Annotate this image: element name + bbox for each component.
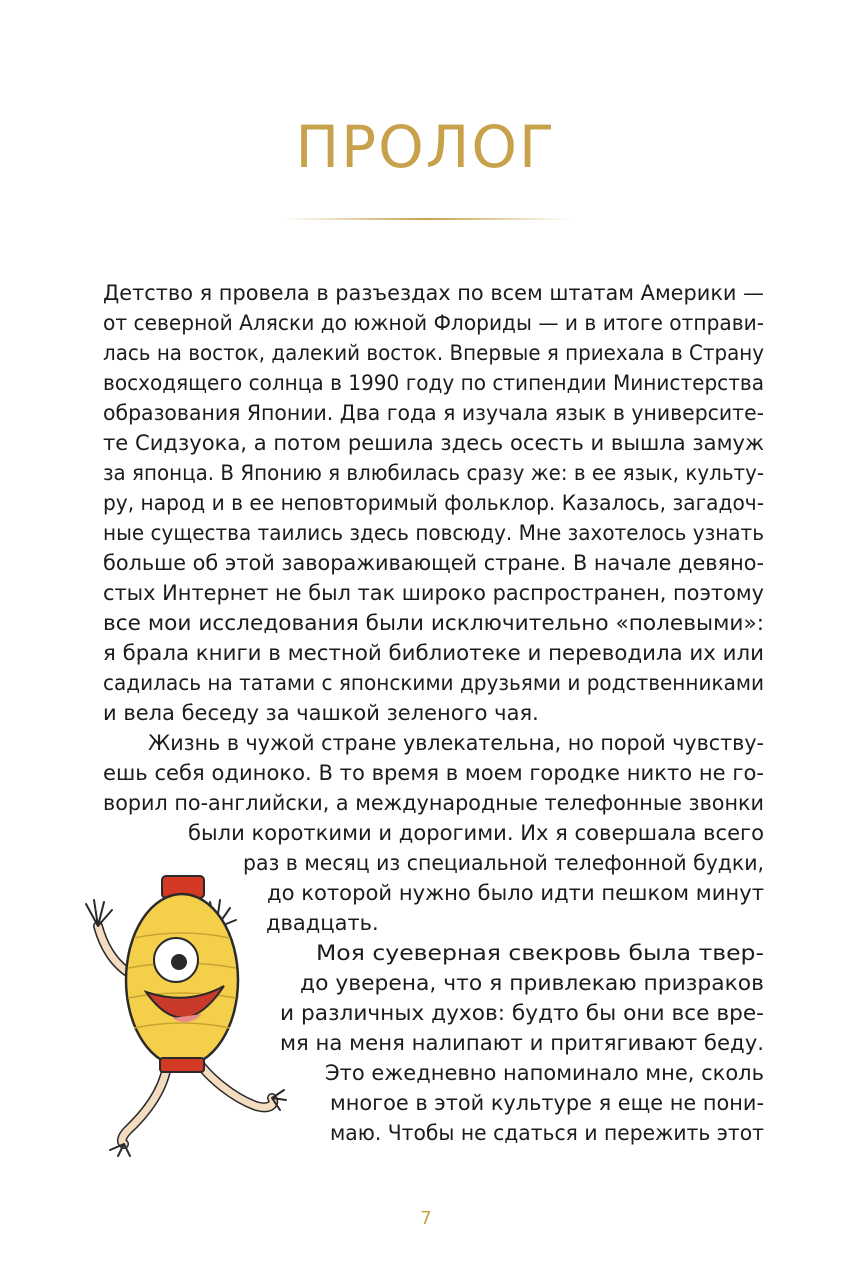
text-line: ные существа таились здесь повсюду. Мне захотелось узнать — [103, 521, 764, 545]
text-line: до уверена, что я привлекаю призраков — [300, 971, 764, 995]
text-line: двадцать. — [266, 911, 379, 935]
text-line: стых Интернет не был так широко распространен, поэтому — [103, 581, 764, 605]
text-line: все мои исследования были исключительно «полевыми»: — [103, 611, 764, 635]
text-line: мя на меня налипают и притягивают беду. — [280, 1031, 764, 1055]
page-number: 7 — [420, 1208, 432, 1229]
lantern-ghost-illustration — [76, 868, 316, 1168]
text-line: от северной Аляски до южной Флориды — и в итоге отправи- — [103, 311, 764, 335]
text-line: и различных духов: будто бы они все вре- — [280, 1001, 764, 1025]
title-divider — [283, 218, 571, 220]
text-line: были короткими и дорогими. Их я совершала всего — [188, 821, 764, 845]
text-line: до которой нужно было идти пешком минут — [267, 881, 764, 905]
text-line: Детство я провела в разъездах по всем штатам Америки — — [103, 281, 764, 305]
text-line: Жизнь в чужой стране увлекательна, но порой чувству- — [148, 731, 764, 755]
text-line: ешь себя одиноко. В то время в моем городке никто не го- — [103, 761, 765, 785]
text-line: Это ежедневно напоминало мне, сколь — [325, 1061, 764, 1085]
text-line: ворил по-английски, а международные телефонные звонки — [103, 791, 764, 815]
text-line: садилась на татами с японскими друзьями и родственниками — [103, 671, 764, 695]
chapter-title: ПРОЛОГ — [295, 113, 557, 181]
text-line: лась на восток, далекий восток. Впервые я приехала в Страну — [103, 341, 764, 365]
text-line: образования Японии. Два года я изучала язык в университе- — [103, 401, 764, 425]
text-line: маю. Чтобы не сдаться и пережить этот — [330, 1121, 764, 1145]
text-line: Моя суеверная свекровь была твер- — [316, 941, 764, 965]
text-line: ру, народ и в ее неповторимый фольклор. Казалось, загадоч- — [103, 491, 764, 515]
text-line: многое в этой культуре я еще не пони- — [330, 1091, 764, 1115]
text-line: за японца. В Японию я влюбилась сразу же: в ее язык, культу- — [103, 461, 764, 485]
text-line: я брала книги в местной библиотеке и переводила их или — [103, 641, 764, 665]
text-line: те Сидзуока, а потом решила здесь осесть и вышла замуж — [103, 431, 764, 455]
text-line: больше об этой завораживающей стране. В начале девяно- — [103, 551, 764, 575]
text-line: восходящего солнца в 1990 году по стипендии Министерства — [103, 371, 764, 395]
text-line: раз в месяц из специальной телефонной будки, — [243, 851, 764, 875]
text-line: и вела беседу за чашкой зеленого чая. — [103, 701, 539, 725]
